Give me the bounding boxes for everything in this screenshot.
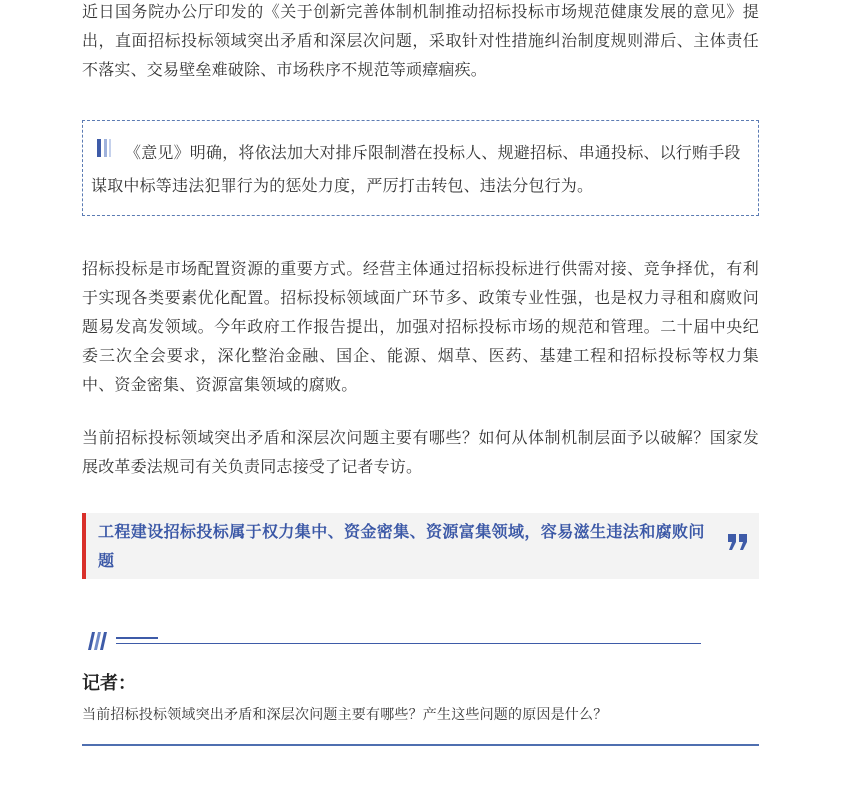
- quote-box: [82, 120, 759, 216]
- paragraph-2: 招标投标是市场配置资源的重要方式。经营主体通过招标投标进行供需对接、竞争择优，有利于实现各类要素优化配置。招标投标领域面广环节多、政策专业性强，也是权力寻租和腐败问题易发高发领域。今年政府工作报告提出，加强对招标投标市场的规范和管理。二十届中央纪委三次全会要求，深化整治金融、国企、能源、烟草、医药、基建工程和招标投标等权力集中、资金密集、资源富集领域的腐败。: [82, 259, 759, 394]
- quote-box-text: 《意见》明确，将依法加大对排斥限制潜在投标人、规避招标、串通投标、以行贿手段谋取中标等违法犯罪行为的惩处力度，严厉打击转包、违法分包行为。: [91, 143, 741, 195]
- reporter-label: 记者：: [82, 673, 136, 694]
- section-rule-long: [116, 643, 701, 644]
- highlight-title: 工程建设招标投标属于权力集中、资金密集、资源富集领域，容易滋生违法和腐败问题: [98, 522, 705, 570]
- close-quote-icon: [727, 532, 749, 552]
- intro-paragraph: 近日国务院办公厅印发的《关于创新完善体制机制推动招标投标市场规范健康发展的意见》提出，直面招标投标领域突出矛盾和深层次问题，采取针对性措施纠治制度规则滞后、主体责任不落实、交易壁垒难破除、市场秩序不规范等顽瘴痼疾。: [82, 2, 759, 79]
- section-header: [82, 630, 759, 654]
- reporter-question: 当前招标投标领域突出矛盾和深层次问题主要有哪些？产生这些问题的原因是什么？: [82, 707, 608, 723]
- highlight-block: [82, 513, 759, 579]
- section-bars-icon: [86, 632, 108, 650]
- section-rule-short: [116, 637, 158, 639]
- bottom-divider: [82, 744, 759, 746]
- paragraph-3: 当前招标投标领域突出矛盾和深层次问题主要有哪些？如何从体制机制层面予以破解？国家发展改革委法规司有关负责同志接受了记者专访。: [82, 428, 759, 476]
